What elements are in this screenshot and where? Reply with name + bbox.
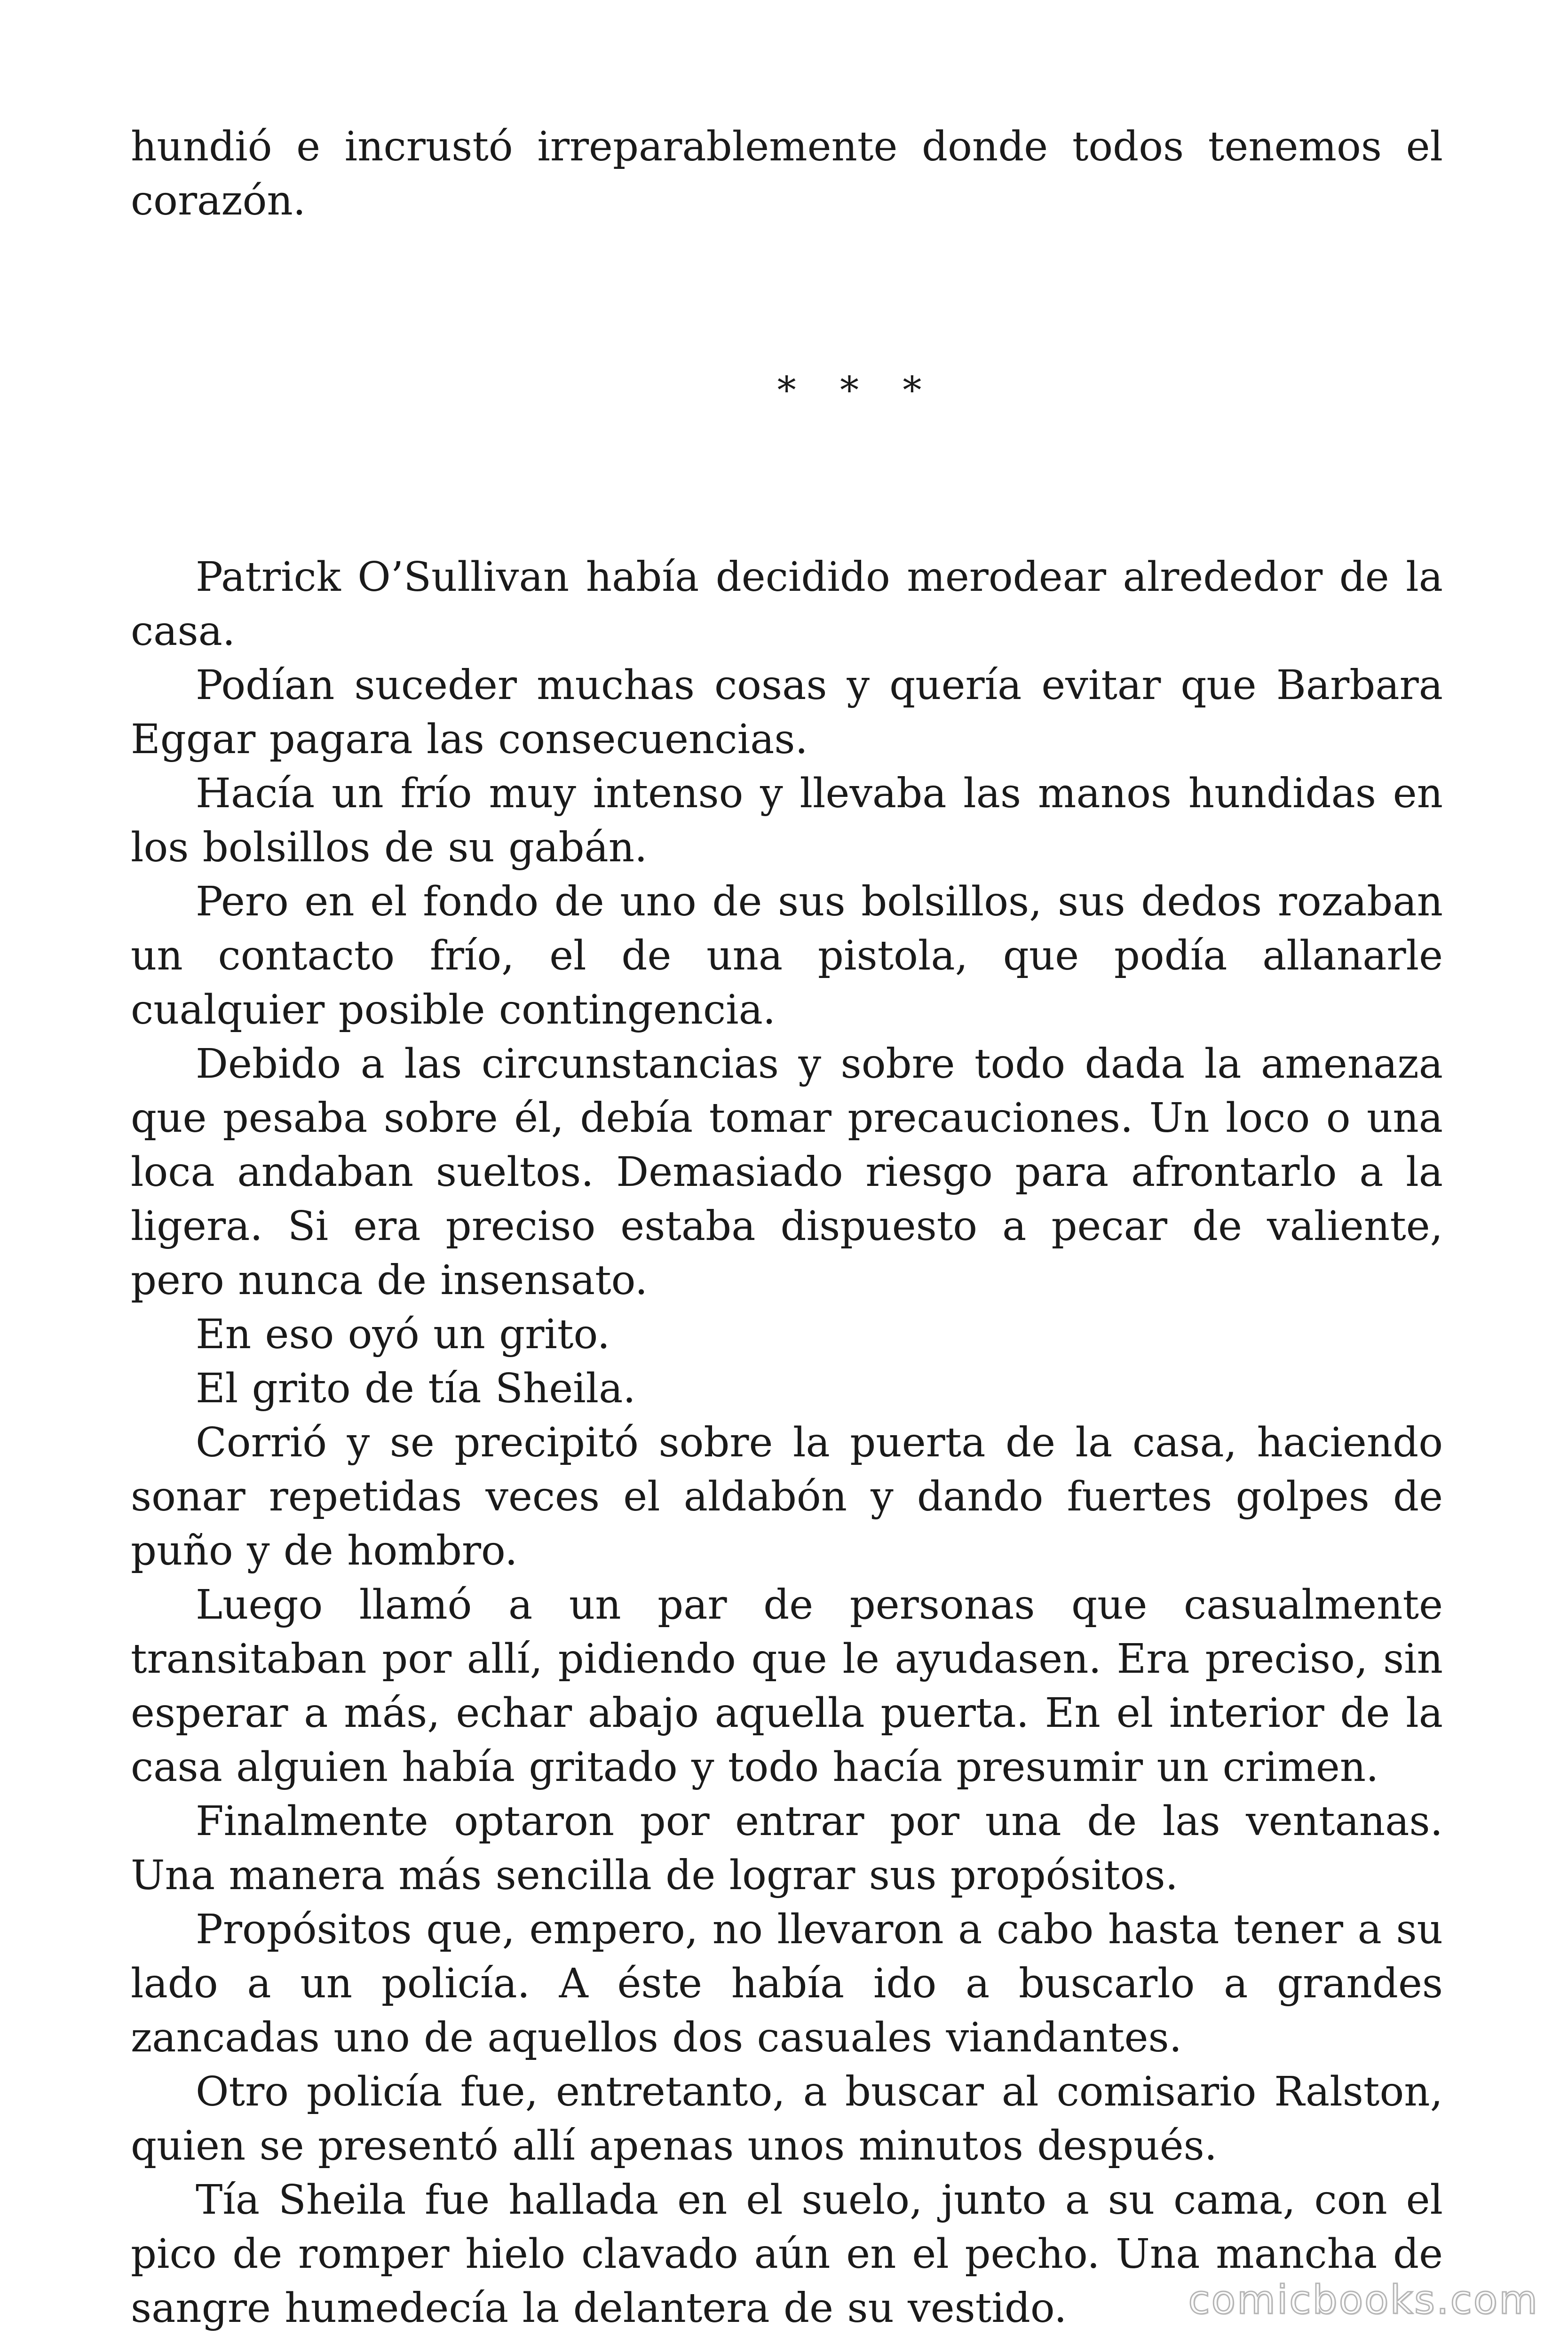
paragraph: El grito de tía Sheila.	[196, 1365, 636, 1412]
book-page	[131, 120, 1443, 2336]
paragraph: Luego llamó a un par de personas que casualmente transitaban por allí, pidiendo que le ayudasen. Era preciso, sin esperar a más, echar abajo aquella puerta. En el interior de la casa alguien había gritado y todo hacía presumir un crimen.	[131, 1581, 1443, 1791]
paragraph: Otro policía fue, entretanto, a buscar al comisario Ralston, quien se presentó allí apenas unos minutos después.	[131, 2068, 1443, 2169]
paragraph: Podían suceder muchas cosas y quería evitar que Barbara Eggar pagara las consecuencias.	[131, 662, 1443, 763]
paragraph: Pero en el fondo de uno de sus bolsillos, sus dedos rozaban un contacto frío, el de una pistola, que podía allanarle cualquier posible contingencia.	[131, 878, 1443, 1033]
paragraph: Debido a las circunstancias y sobre todo dada la amenaza que pesaba sobre él, debía tomar precauciones. Un loco o una loca andaban sueltos. Demasiado riesgo para afrontarlo a la ligera. Si era preciso estaba dispuesto a pecar de valiente, pero nunca de insensato.	[131, 1041, 1443, 1304]
paragraph: Corrió y se precipitó sobre la puerta de la casa, haciendo sonar repetidas veces el aldabón y dando fuertes golpes de puño y de hombro.	[131, 1419, 1443, 1574]
opening-paragraph: hundió e incrustó irreparablemente donde todos tenemos el corazón.	[131, 123, 1443, 224]
paragraph: Propósitos que, empero, no llevaron a cabo hasta tener a su lado a un policía. A éste había ido a buscarlo a grandes zancadas uno de aquellos dos casuales viandantes.	[131, 1906, 1443, 2061]
paragraph: En eso oyó un grito.	[196, 1311, 610, 1358]
scene-break-spacing	[131, 416, 1443, 550]
watermark-logo: comicbooks.com	[1188, 2277, 1539, 2323]
paragraph: Hacía un frío muy intenso y llevaba las manos hundidas en los bolsillos de su gabán.	[131, 770, 1443, 871]
scene-break: * * *	[777, 368, 938, 412]
paragraph: Finalmente optaron por entrar por una de las ventanas. Una manera más sencilla de lograr sus propósitos.	[131, 1798, 1443, 1899]
paragraph: Tía Sheila fue hallada en el suelo, junto a su cama, con el pico de romper hielo clavado aún en el pecho. Una mancha de sangre humedecía la delantera de su vestido.	[131, 2177, 1443, 2332]
paragraph: Patrick O’Sullivan había decidido merodear alrededor de la casa.	[131, 554, 1443, 655]
